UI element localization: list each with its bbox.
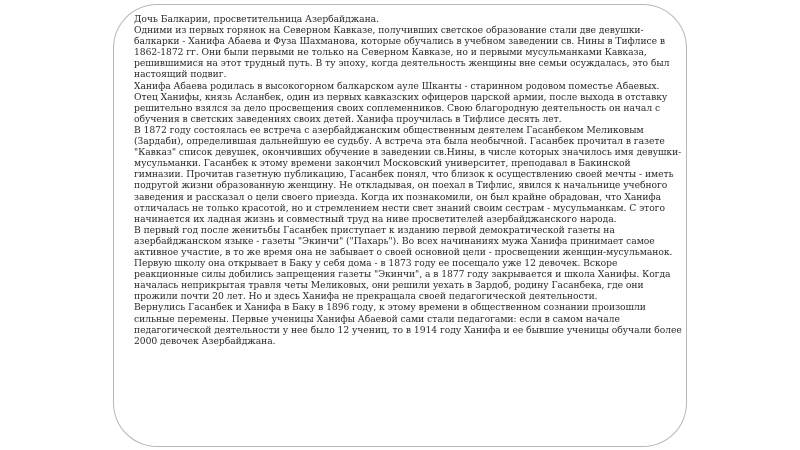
paragraph: Одними из первых горянок на Северном Кавказе, получивших светское образование стали две девушки-балкарки - Ханифа Абаева и Фуза Шахманова, которые обучались в учебном заведении св. Нины в Тифлисе в 1862-1872 гг. Они были первыми не только на Северном Кавказе, но и первыми мусульманками Кавказа, решившимися на этот трудный путь. В ту эпоху, когда деятельность женщины вне семьи осуждалась, это был настоящий подвиг.: [134, 25, 670, 81]
paragraph: В первый год после женитьбы Гасанбек приступает к изданию первой демократической газеты на азербайджанском языке - газеты "Экинчи" ("Пахарь"). Во всех начинаниях мужа Ханифа принимает самое активное участие, в то же время она не забывает о своей основной цели - просвещении женщин-мусульманок. Первую школу она открывает в Баку у себя дома - в 1873 году ее посещало уже 12 девочек. Вскоре реакционные силы добились запрещения газеты "Экинчи", а в 1877 году закрывается и школа Ханифы. Когда началась неприкрытая травля четы Меликовых, они решили уехать в Зардоб, родину Гасанбека, где они прожили почти 20 лет. Но и здесь Ханифа не прекращала своей педагогической деятельности.: [134, 224, 673, 303]
paragraph: Вернулись Гасанбек и Ханифа в Баку в 1896 году, к этому времени в общественном сознании произошли сильные перемены. Первые ученицы Ханифы Абаевой сами стали педагогами: если в самом начале педагогической деятельности у нее было 12 учениц, то в 1914 году Ханифа и ее бывшие ученицы обучали более 2000 девочек Азербайджана.: [134, 302, 682, 347]
paragraph: Ханифа Абаева родилась в высокогорном балкарском ауле Шканты - старинном родовом поместье Абаевых. Отец Ханифы, князь Асланбек, один из первых кавказских офицеров царской армии, после выхода в отставку решительно взялся за дело просвещения своих соплеменников. Свою благородную деятельность он начал с обучения в светских заведениях своих детей. Ханифа проучилась в Тифлисе десять лет.: [134, 80, 668, 125]
article-heading: Дочь Балкарии, просветительница Азербайджана.: [134, 14, 379, 25]
article-text: [134, 14, 682, 347]
paragraph: В 1872 году состоялась ее встреча с азербайджанским общественным деятелем Гасанбеком Меликовым (Зардаби), определившая дальнейшую ее судьбу. А встреча эта была необычной. Гасанбек прочитал в газете "Кавказ" список девушек, окончивших обучение в заведении св.Нины, в числе которых значилось имя девушки-мусульманки. Гасанбек к этому времени закончил Московский университет, преподавал в Бакинской гимназии. Прочитав газетную публикацию, Гасанбек понял, что близок к осуществлению своей мечты - иметь подругой жизни образованную женщину. Не откладывая, он поехал в Тифлис, явился к начальнице учебного заведения и рассказал о цели своего приезда. Когда их познакомили, он был крайне обрадован, что Ханифа отличалась не только красотой, но и стремлением нести свет знаний своим сестрам - мусульманкам. С этого начинается их ладная жизнь и совместный труд на ниве просветителей азербайджанского народа.: [134, 124, 682, 225]
